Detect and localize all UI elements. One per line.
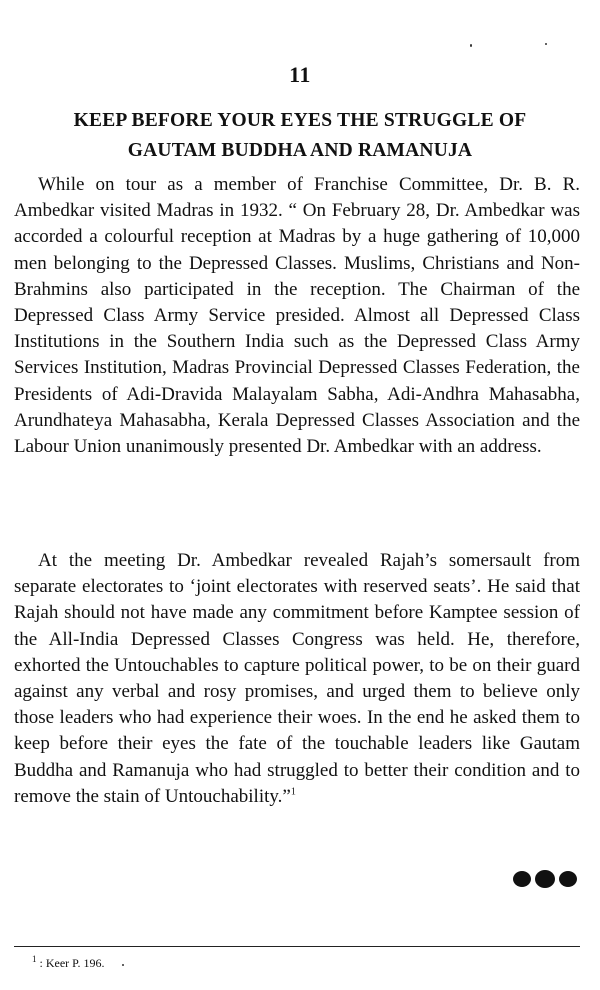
- chapter-title-line-2: GAUTAM BUDDHA AND RAMANUJA: [127, 140, 473, 161]
- chapter-title-line-1: KEEP BEFORE YOUR EYES THE STRUGGLE OF: [73, 110, 527, 131]
- paragraph-1-text: While on tour as a member of Franchise Committee, Dr. B. R. Ambedkar visited Madras in 1932. “ On February 28, Dr. Ambedkar was accorded a colourful reception at Madras by a huge gathering of 10,000 men belonging to the Depressed Classes. Muslims, Christians and Non-Brahmins also participated in the reception. The Chairman of the Depressed Class Army Service presided. Almost all Depressed Class Institutions in the Southern India such as the Depressed Class Army Services Institution, Madras Provincial Depressed Classes Federation, the Presidents of Adi-Dravida Malayalam Sabha, Adi-Andhra Mahasabha, Arundhateya Mahasabha, Kerala Depressed Classes Association and the Labour Union unanimously presented Dr. Ambedkar with an address.: [14, 174, 580, 458]
- print-speck: [545, 43, 547, 45]
- footnote: [32, 956, 110, 971]
- ornament-dot: [513, 871, 531, 887]
- paragraph-1: [14, 172, 580, 460]
- chapter-title: [20, 106, 580, 166]
- paragraph-2: [14, 548, 580, 810]
- end-ornament-icon: [510, 868, 580, 890]
- footnote-mark: 1: [32, 954, 37, 964]
- footnote-reference: 1: [290, 786, 296, 798]
- ornament-dot: [559, 871, 577, 887]
- print-speck: [470, 44, 472, 47]
- print-speck: [122, 964, 124, 966]
- ornament-dot: [535, 870, 555, 888]
- chapter-number: 11: [289, 62, 311, 87]
- footnote-text: : Keer P. 196.: [39, 956, 105, 970]
- paragraph-2-text: At the meeting Dr. Ambedkar revealed Rajah’s somersault from separate electorates to ‘joint electorates with reserved seats’. He said that Rajah should not have made any commitment before Kamptee session of the All-India Depressed Classes Congress was held. He, therefore, exhorted the Untouchables to capture political power, to be on their guard against any verbal and rosy promises, and urged them to believe only those leaders who had experience their woes. In the end he asked them to keep before their eyes the fate of the touchable leaders like Gautam Buddha and Ramanuja who had struggled to better their condition and to remove the stain of Untouchability.”: [14, 550, 580, 807]
- footnote-divider: [14, 946, 580, 947]
